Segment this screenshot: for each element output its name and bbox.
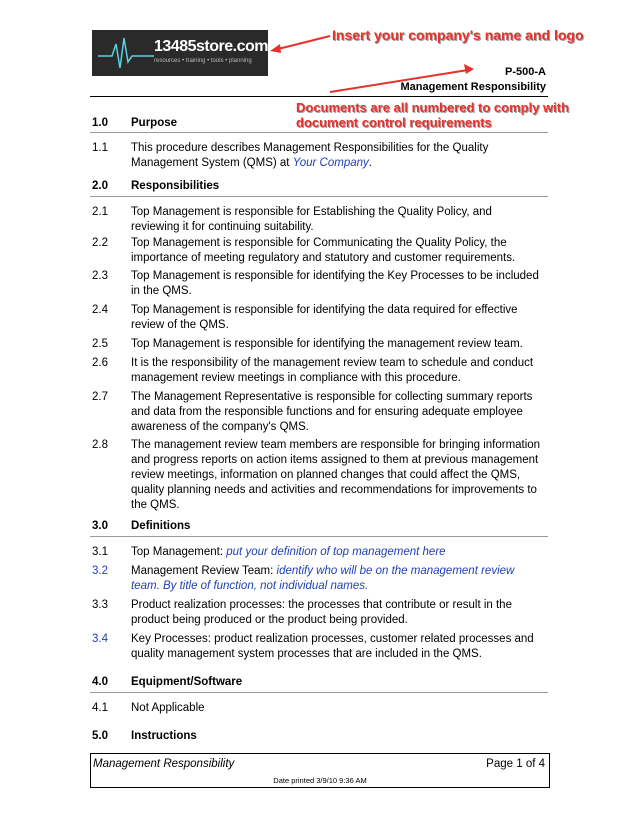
footer-title: Management Responsibility: [93, 758, 235, 770]
logo-brand: 13485store.com: [154, 38, 268, 55]
divider: [90, 692, 548, 693]
callout-company-logo: Insert your company's name and logo: [332, 27, 584, 43]
page-footer: [90, 753, 550, 788]
header-rule: [90, 96, 548, 97]
print-date: Date printed 3/9/10 9:36 AM: [273, 776, 367, 785]
logo-tagline: resources • training • tools • planning: [154, 58, 252, 64]
divider: [90, 196, 548, 197]
callout-numbering-2: document control requirements: [296, 115, 492, 130]
page-number: Page 1 of 4: [486, 758, 545, 770]
doc-title: Management Responsibility: [400, 81, 546, 93]
divider: [90, 132, 548, 133]
company-placeholder: Your Company: [292, 157, 369, 169]
divider: [90, 536, 548, 537]
doc-id: P-500-A: [505, 66, 546, 78]
callout-numbering-1: Documents are all numbered to comply with: [296, 100, 570, 115]
